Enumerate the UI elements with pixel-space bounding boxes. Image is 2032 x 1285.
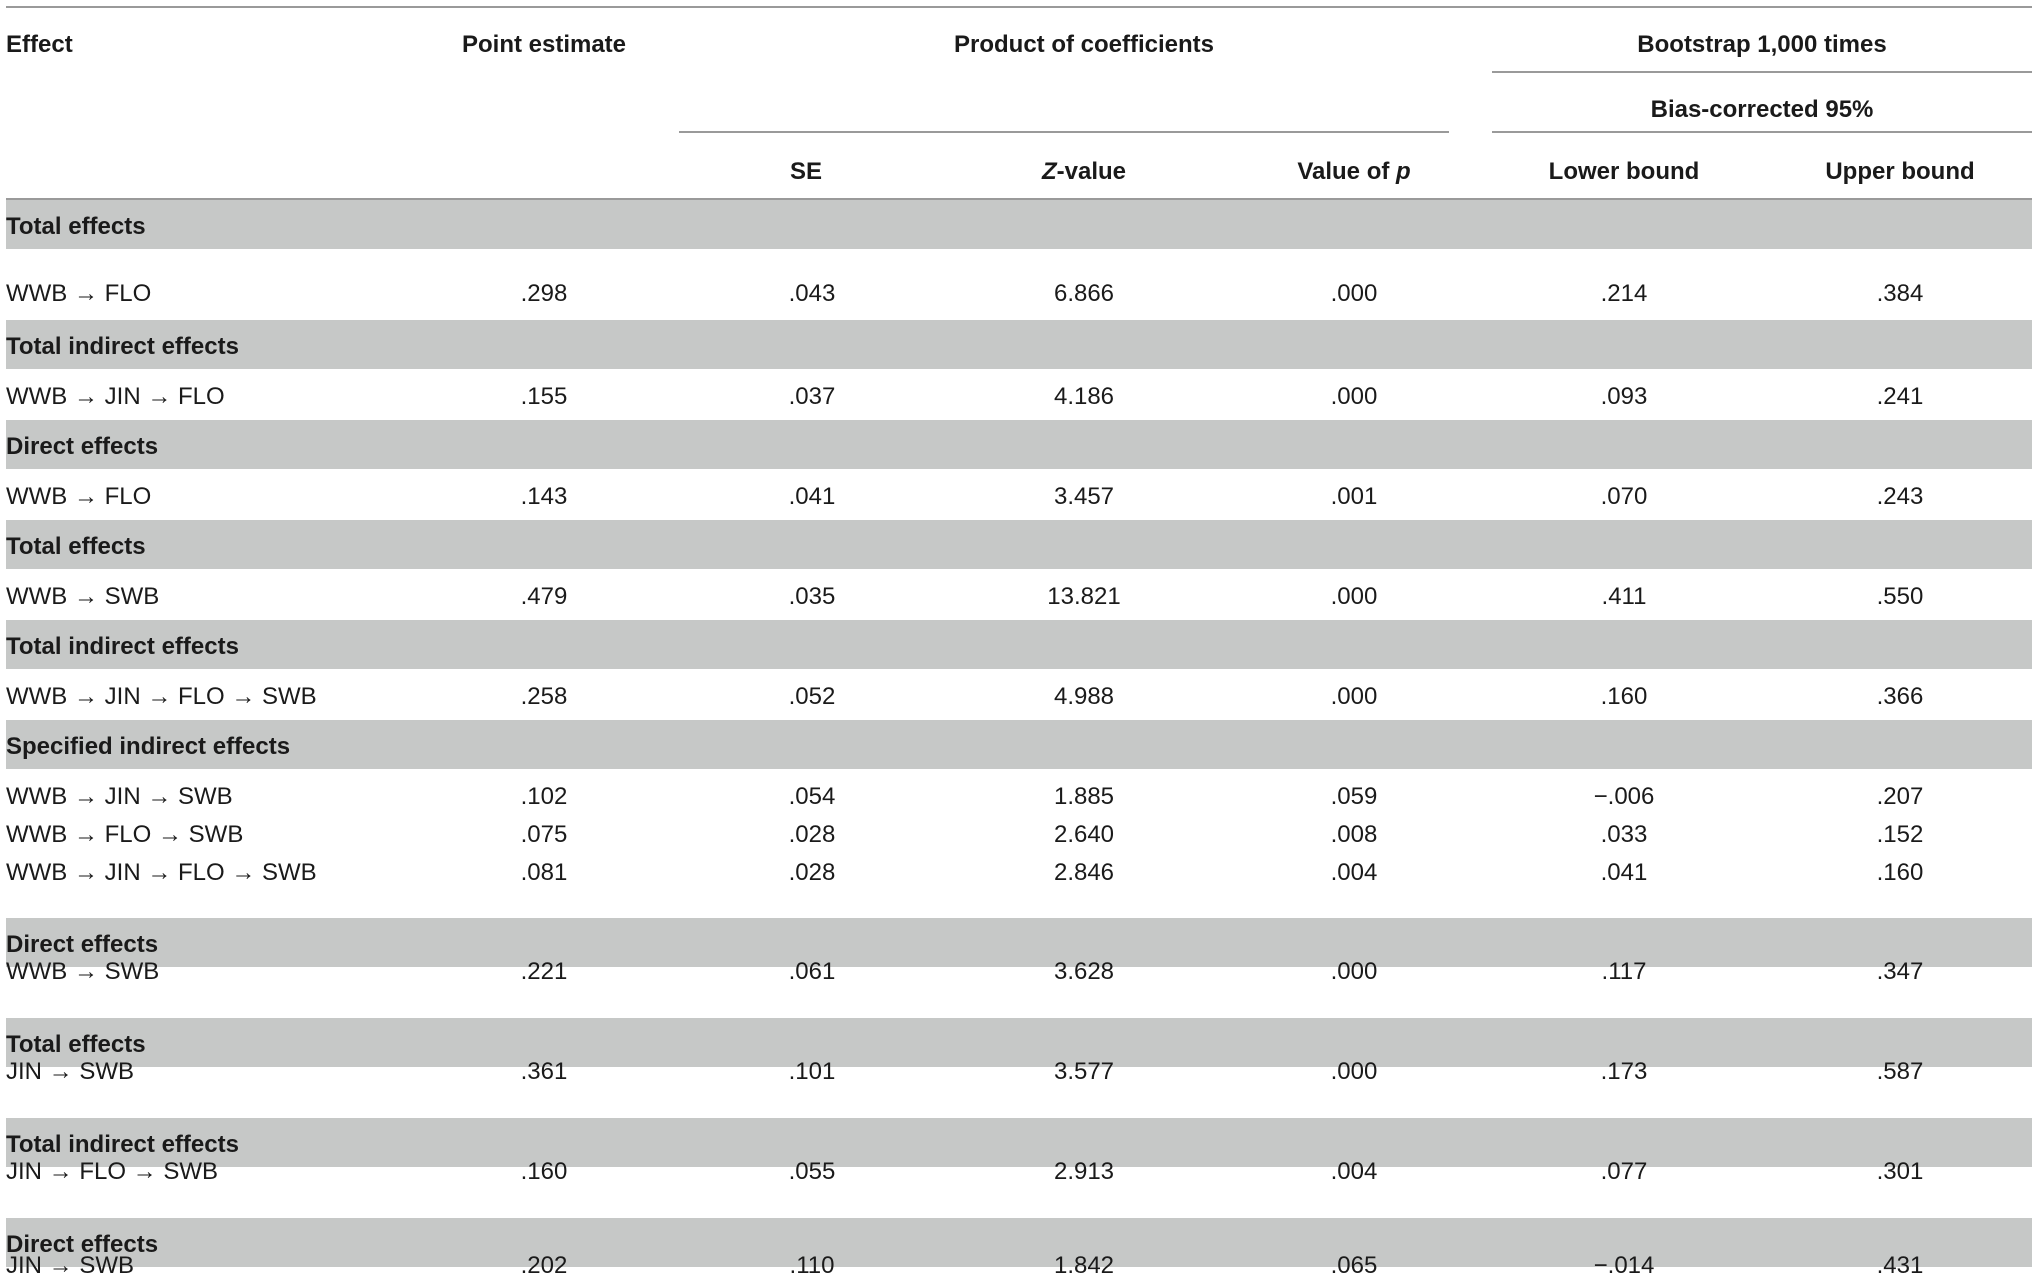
effect-path-cell: WWB → JIN → SWB: [6, 783, 233, 810]
effect-path-cell: WWB → JIN → FLO → SWB: [6, 683, 317, 710]
section-header-band: [6, 320, 2032, 369]
section-label: Total indirect effects: [6, 333, 239, 360]
se-cell: .061: [788, 958, 836, 985]
effect-path-cell: WWB → SWB: [6, 958, 160, 985]
header-upper-bound: Upper bound: [1825, 158, 1975, 185]
table-row: [6, 816, 2032, 854]
point-cell: .102: [520, 783, 568, 810]
z-cell: 1.842: [1053, 1252, 1115, 1279]
effect-path-cell: JIN → SWB: [6, 1252, 135, 1279]
se-cell: .043: [788, 280, 836, 307]
z-cell: 3.457: [1053, 483, 1115, 510]
se-cell: .055: [788, 1158, 836, 1185]
point-cell: .361: [520, 1058, 568, 1085]
header-z-value: [1042, 158, 1126, 186]
bias-corrected-rule: [1492, 131, 2032, 133]
z-cell: 6.866: [1053, 280, 1115, 307]
upper-cell: .431: [1876, 1252, 1924, 1279]
table-row: [6, 478, 2032, 516]
p-cell: .004: [1330, 859, 1378, 886]
se-cell: .037: [788, 383, 836, 410]
table-row: [6, 953, 2032, 991]
upper-cell: .587: [1876, 1058, 1924, 1085]
point-cell: .298: [520, 280, 568, 307]
lower-cell: −.014: [1593, 1252, 1655, 1279]
table-row: [6, 578, 2032, 616]
section-label: Direct effects: [6, 433, 159, 460]
upper-cell: .241: [1876, 383, 1924, 410]
se-cell: .101: [788, 1058, 836, 1085]
z-cell: 4.186: [1053, 383, 1115, 410]
upper-cell: .301: [1876, 1158, 1924, 1185]
point-cell: .143: [520, 483, 568, 510]
effect-path-cell: WWB → FLO: [6, 483, 152, 510]
table-row: [6, 778, 2032, 816]
table-row: [6, 378, 2032, 416]
header-z-rest: -value: [1056, 158, 1127, 185]
se-cell: .028: [788, 821, 836, 848]
lower-cell: .041: [1600, 859, 1648, 886]
upper-cell: .160: [1876, 859, 1924, 886]
lower-cell: .160: [1600, 683, 1648, 710]
lower-cell: .173: [1600, 1058, 1648, 1085]
z-cell: 13.821: [1047, 583, 1121, 610]
upper-cell: .550: [1876, 583, 1924, 610]
upper-cell: .207: [1876, 783, 1924, 810]
point-cell: .081: [520, 859, 568, 886]
header-p-prefix: Value of: [1297, 158, 1397, 185]
point-cell: .160: [520, 1158, 568, 1185]
upper-cell: .384: [1876, 280, 1924, 307]
section-label: Specified indirect effects: [6, 733, 291, 760]
p-cell: .000: [1330, 583, 1378, 610]
point-cell: .258: [520, 683, 568, 710]
section-header-band: [6, 720, 2032, 769]
bootstrap-rule: [1492, 71, 2032, 73]
se-cell: .035: [788, 583, 836, 610]
p-cell: .004: [1330, 1158, 1378, 1185]
p-cell: .000: [1330, 280, 1378, 307]
table-row: [6, 1053, 2032, 1091]
upper-cell: .366: [1876, 683, 1924, 710]
p-cell: .000: [1330, 683, 1378, 710]
lower-cell: .411: [1601, 583, 1647, 610]
header-product-of-coefficients: Product of coefficients: [953, 31, 1215, 58]
z-cell: 3.577: [1053, 1058, 1115, 1085]
se-cell: .054: [788, 783, 836, 810]
point-cell: .155: [520, 383, 568, 410]
lower-cell: .077: [1600, 1158, 1648, 1185]
lower-cell: .117: [1601, 958, 1647, 985]
z-cell: 4.988: [1053, 683, 1115, 710]
table-row: [6, 854, 2032, 892]
upper-cell: .152: [1876, 821, 1924, 848]
table-row: [6, 1153, 2032, 1191]
upper-cell: .347: [1876, 958, 1924, 985]
point-cell: .479: [520, 583, 568, 610]
section-label: Total indirect effects: [6, 1131, 239, 1158]
section-label: Direct effects: [6, 1231, 159, 1258]
se-cell: .110: [789, 1252, 835, 1279]
z-cell: 3.628: [1053, 958, 1115, 985]
p-cell: .000: [1330, 1058, 1378, 1085]
header-bootstrap: Bootstrap 1,000 times: [1637, 31, 1887, 58]
mediation-effects-table: [6, 0, 2032, 1284]
top-rule: [6, 6, 2032, 8]
header-point-estimate: Point estimate: [461, 31, 627, 58]
lower-cell: .093: [1600, 383, 1648, 410]
header-p-value: [1297, 158, 1410, 186]
section-label: Total effects: [6, 1031, 146, 1058]
effect-path-cell: WWB → FLO → SWB: [6, 821, 244, 848]
z-cell: 2.640: [1053, 821, 1115, 848]
effect-path-cell: WWB → SWB: [6, 583, 160, 610]
lower-cell: −.006: [1593, 783, 1655, 810]
section-label: Direct effects: [6, 931, 159, 958]
effect-path-cell: WWB → JIN → FLO → SWB: [6, 859, 317, 886]
se-cell: .041: [788, 483, 836, 510]
section-label: Total indirect effects: [6, 633, 239, 660]
p-cell: .008: [1330, 821, 1378, 848]
table-row: [6, 678, 2032, 716]
section-header-band: [6, 520, 2032, 569]
effect-path-cell: JIN → FLO → SWB: [6, 1158, 219, 1185]
z-cell: 2.846: [1053, 859, 1115, 886]
header-se: SE: [789, 158, 823, 185]
header-effect: Effect: [6, 31, 73, 58]
z-cell: 1.885: [1053, 783, 1115, 810]
lower-cell: .214: [1600, 280, 1648, 307]
product-coefficients-rule: [679, 131, 1449, 133]
p-cell: .065: [1330, 1252, 1378, 1279]
section-label: Total effects: [6, 213, 146, 240]
section-header-band: [6, 420, 2032, 469]
p-cell: .000: [1330, 958, 1378, 985]
section-header-band: [6, 200, 2032, 249]
p-cell: .059: [1330, 783, 1378, 810]
lower-cell: .033: [1600, 821, 1648, 848]
z-cell: 2.913: [1053, 1158, 1115, 1185]
header-bias-corrected: Bias-corrected 95%: [1650, 96, 1874, 123]
header-lower-bound: Lower bound: [1548, 158, 1700, 185]
se-cell: .052: [788, 683, 836, 710]
p-cell: .000: [1330, 383, 1378, 410]
p-cell: .001: [1330, 483, 1378, 510]
point-cell: .221: [520, 958, 568, 985]
upper-cell: .243: [1876, 483, 1924, 510]
header-z-italic: Z: [1041, 158, 1057, 185]
lower-cell: .070: [1600, 483, 1648, 510]
point-cell: .202: [520, 1252, 568, 1279]
table-row: [6, 275, 2032, 313]
section-header-band: [6, 620, 2032, 669]
effect-path-cell: WWB → FLO: [6, 280, 152, 307]
effect-path-cell: JIN → SWB: [6, 1058, 135, 1085]
se-cell: .028: [788, 859, 836, 886]
header-p-italic: p: [1396, 158, 1411, 185]
section-label: Total effects: [6, 533, 146, 560]
point-cell: .075: [520, 821, 568, 848]
table-row: [6, 1247, 2032, 1285]
effect-path-cell: WWB → JIN → FLO: [6, 383, 225, 410]
